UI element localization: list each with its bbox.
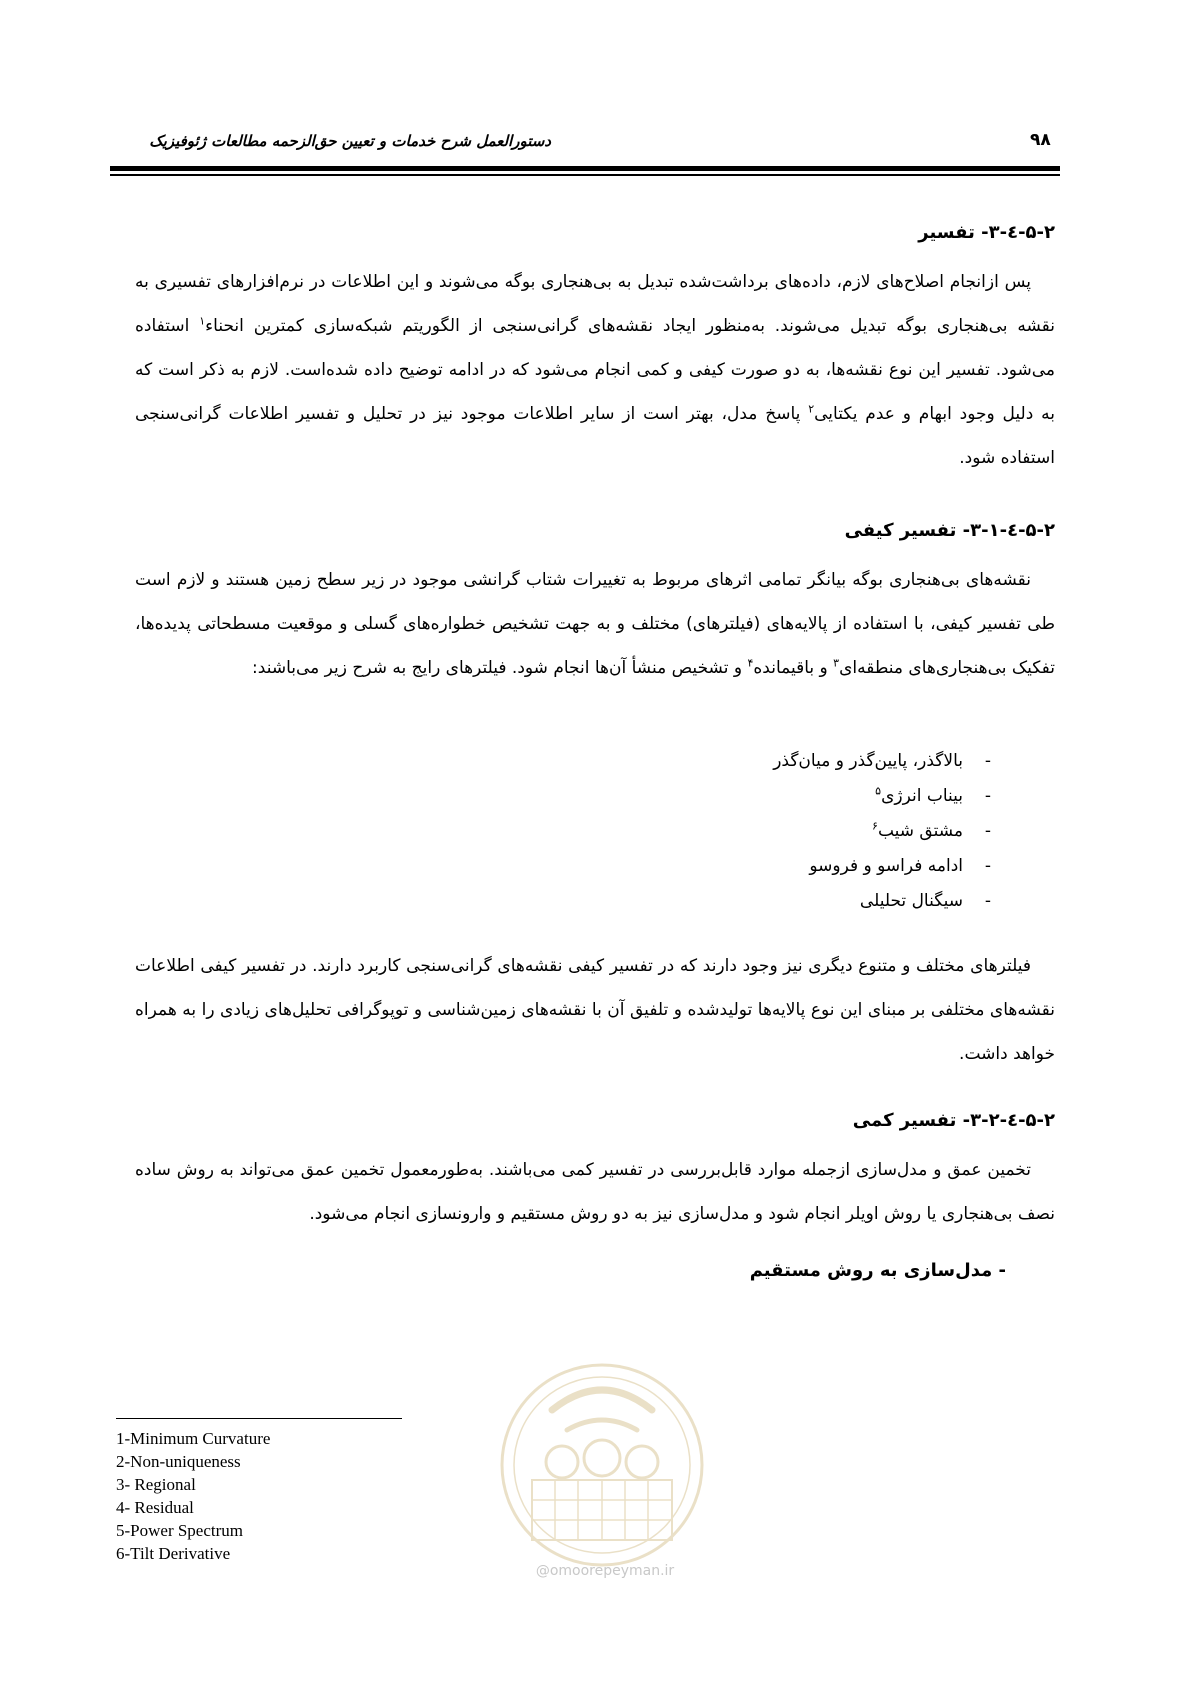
list-item-text: ادامه فراسو و فروسو	[809, 856, 963, 876]
section-heading-qualitative: ۵-۲-٤-۳-۱- تفسیر کیفی	[844, 520, 1055, 541]
footnote-rule	[116, 1418, 402, 1419]
footnote-item: 1-Minimum Curvature	[116, 1429, 271, 1448]
header-rule-thin	[110, 174, 1060, 176]
watermark-text: @omoorepeyman.ir	[535, 1563, 675, 1579]
list-dash: -	[984, 751, 991, 771]
list-item-text: بالاگذر، پایین‌گذر و میان‌گذر	[773, 751, 963, 771]
footnote-list	[116, 1427, 270, 1565]
footnote-ref: ۱	[199, 314, 206, 328]
footnote-item: 5-Power Spectrum	[116, 1521, 244, 1540]
text-run: و تشخیص منشأ آن‌ها انجام شود. فیلترهای رایج به شرح زیر می‌باشند:	[252, 658, 748, 678]
footnote-item: 2-Non-uniqueness	[116, 1452, 241, 1471]
paragraph-quantitative	[135, 1148, 1055, 1236]
list-dash: -	[984, 891, 991, 911]
page-number: ۹۸	[1030, 130, 1051, 150]
list-item	[773, 744, 991, 779]
running-header-title: دستورالعمل شرح خدمات و تعیین حق‌الزحمه مطالعات ژئوفیزیک	[149, 132, 551, 150]
footnote-item: 6-Tilt Derivative	[116, 1544, 231, 1563]
list-item	[773, 779, 991, 814]
footnote-ref: ۲	[808, 402, 815, 416]
paragraph-interpretation	[135, 260, 1055, 480]
list-item-text: سیگنال تحلیلی	[859, 891, 963, 911]
list-dash: -	[984, 786, 991, 806]
footnote-ref: ۴	[747, 656, 754, 670]
text-run: نقشه‌های بی‌هنجاری بوگه بیانگر تمامی اثرهای مربوط به تغییرات شتاب گرانشی موجود در زیر سطح زمین هستند و لازم است طی تفسیر کیفی، با استفاده از پالایه‌های (فیلترهای) مختلف و به جهت تشخیص خطواره‌های گسلی و موقعیت مسطحاتی پدیده‌ها، تفکیک بی‌هنجاری‌های منطقه‌ای	[135, 570, 1055, 678]
section-heading-interpretation: ۵-۲-٤-۳- تفسیر	[918, 222, 1055, 243]
footnote-ref: ۳	[833, 656, 840, 670]
text-run: پاسخ مدل، بهتر است از سایر اطلاعات موجود نیز در تحلیل و تفسیر اطلاعات گرانی‌سنجی استفاده شود.	[135, 404, 1055, 468]
text-run: و باقیمانده	[753, 658, 834, 678]
list-item	[773, 849, 991, 884]
paragraph-qualitative-continued	[135, 944, 1055, 1076]
section-heading-quantitative: ۵-۲-٤-۳-۲- تفسیر کمی	[852, 1110, 1055, 1131]
list-item	[773, 814, 991, 849]
footnote-item: 4- Residual	[116, 1498, 194, 1517]
paragraph-qualitative	[135, 558, 1055, 690]
footnote-ref: ۵	[875, 784, 882, 798]
list-dash: -	[984, 856, 991, 876]
paragraph-text: تخمین عمق و مدل‌سازی ازجمله موارد قابل‌بررسی در تفسیر کمی می‌باشند. به‌طورمعمول تخمین عمق می‌تواند به روش ساده نصف بی‌هنجاری یا روش اویلر انجام شود و مدل‌سازی نیز به دو روش مستقیم و وارونسازی انجام می‌شود.	[135, 1160, 1055, 1224]
list-item-text: مشتق شیب	[877, 821, 963, 841]
list-item-text: بیناب انرژی	[881, 786, 963, 806]
subheading-direct-modeling: - مدل‌سازی به روش مستقیم	[749, 1260, 1006, 1281]
header-rule-thick	[110, 166, 1060, 171]
filter-list	[773, 744, 991, 919]
footnote-ref: ۶	[872, 819, 878, 833]
list-item	[773, 884, 991, 919]
text-run: استفاده می‌شود. تفسیر این نوع نقشه‌ها، به دو صورت کیفی و کمی انجام می‌شود که در ادامه توضیح داده شده‌است. لازم به ذکر است که به دلیل وجود ابهام و عدم یکتایی	[135, 316, 1055, 424]
footnote-item: 3- Regional	[116, 1475, 196, 1494]
list-dash: -	[984, 821, 991, 841]
text-run: پس ازانجام اصلاح‌های لازم، داده‌های برداشت‌شده تبدیل به بی‌هنجاری بوگه می‌شوند و این اطلاعات در نرم‌افزارهای تفسیری به نقشه بی‌هنجاری بوگه تبدیل می‌شوند. به‌منظور ایجاد نقشه‌های گرانی‌سنجی از الگوریتم شبکه‌سازی کمترین انحناء	[135, 272, 1055, 336]
paragraph-text: فیلترهای مختلف و متنوع دیگری نیز وجود دارند که در تفسیر کیفی نقشه‌های گرانی‌سنجی کاربرد دارند. در تفسیر کیفی اطلاعات نقشه‌های مختلفی بر مبنای این نوع پالایه‌ها تولیدشده و تلفیق آن با نقشه‌های زمین‌شناسی و توپوگرافی تحلیل‌های زیادی را به همراه خواهد داشت.	[135, 956, 1055, 1064]
